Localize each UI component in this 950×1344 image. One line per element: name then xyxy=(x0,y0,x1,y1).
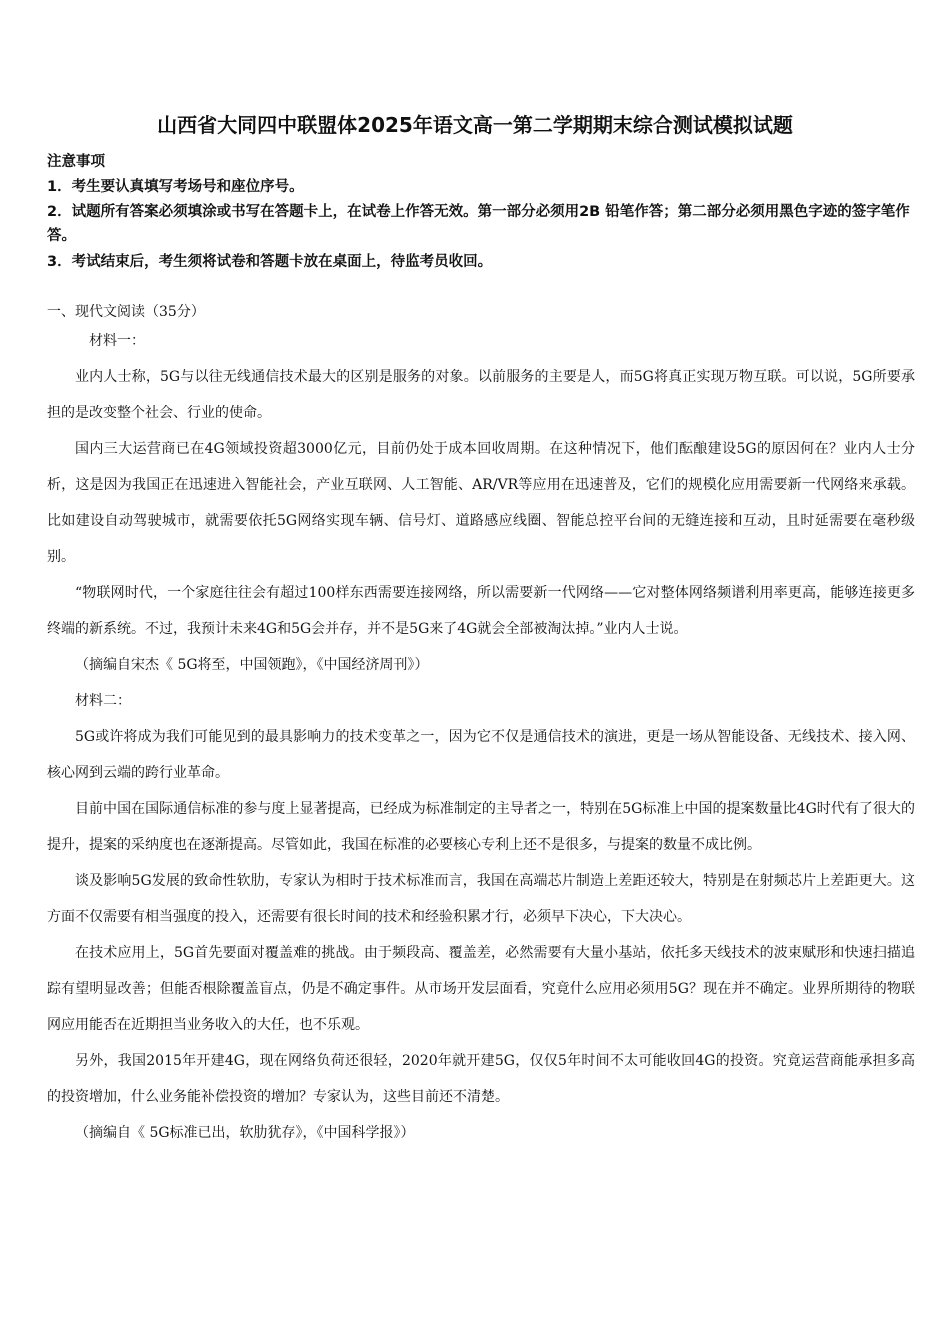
material1-label: 材料一： xyxy=(89,333,145,349)
notice-heading: 注意事项 xyxy=(47,154,105,170)
section-heading: 一、现代文阅读（35分） xyxy=(47,304,205,320)
material2-paragraph: 5G或许将成为我们可能见到的最具影响力的技术变革之一，因为它不仅是通信技术的演进，更是一场从智能设备、无线技术、接入网、核心网到云端的跨行业革命。 xyxy=(47,729,915,781)
notice-item-2: 2．试题所有答案必须填涂或书写在答题卡上，在试卷上作答无效。第一部分必须用2B 铅笔作答；第二部分必须用黑色字迹的签字笔作答。 xyxy=(47,204,910,244)
material1-paragraph: 国内三大运营商已在4G领域投资超3000亿元，目前仍处于成本回收周期。在这种情况下，他们酝酿建设5G的原因何在？业内人士分析，这是因为我国正在迅速进入智能社会，产业互联网、人工智能、AR/VR等应用在迅速普及，它们的规模化应用需要新一代网络来承载。比如建设自动驾驶城市，就需要依托5G网络实现车辆、信号灯、道路感应线圈、智能总控平台间的无缝连接和互动，且时延需要在毫秒级别。 xyxy=(47,441,915,565)
material2-paragraph: 目前中国在国际通信标准的参与度上显著提高，已经成为标准制定的主导者之一，特别在5G标准上中国的提案数量比4G时代有了很大的提升，提案的采纳度也在逐渐提高。尽管如此，我国在标准的必要核心专利上还不是很多，与提案的数量不成比例。 xyxy=(47,801,915,853)
material2-source: （摘编自《 5G标准已出，软肋犹存》，《中国科学报》） xyxy=(75,1125,415,1141)
material1-source: （摘编自宋杰《 5G将至，中国领跑》，《中国经济周刊》） xyxy=(75,657,429,673)
notice-item-3: 3．考试结束后，考生须将试卷和答题卡放在桌面上，待监考员收回。 xyxy=(47,254,493,270)
material1-paragraph: 业内人士称，5G与以往无线通信技术最大的区别是服务的对象。以前服务的主要是人，而5G将真正实现万物互联。可以说，5G所要承担的是改变整个社会、行业的使命。 xyxy=(47,369,915,421)
material2-paragraph: 另外，我国2015年开建4G，现在网络负荷还很轻，2020年就开建5G，仅仅5年时间不太可能收回4G的投资。究竟运营商能承担多高的投资增加，什么业务能补偿投资的增加？专家认为，这些目前还不清楚。 xyxy=(47,1053,915,1105)
material2-paragraph: 谈及影响5G发展的致命性软肋，专家认为相时于技术标准而言，我国在高端芯片制造上差距还较大，特别是在射频芯片上差距更大。这方面不仅需要有相当强度的投入，还需要有很长时间的技术和经验积累才行，必须早下决心，下大决心。 xyxy=(47,873,915,925)
material2-paragraph: 在技术应用上，5G首先要面对覆盖难的挑战。由于频段高、覆盖差，必然需要有大量小基站，依托多天线技术的波束赋形和快速扫描追踪有望明显改善；但能否根除覆盖盲点，仍是不确定事件。从市场开发层面看，究竟什么应用必须用5G？现在并不确定。业界所期待的物联网应用能否在近期担当业务收入的大任，也不乐观。 xyxy=(47,945,915,1033)
material2-label: 材料二： xyxy=(75,693,131,709)
material1-paragraph: “物联网时代，一个家庭往往会有超过100样东西需要连接网络，所以需要新一代网络——它对整体网络频谱利用率更高，能够连接更多终端的新系统。不过，我预计未来4G和5G会并存，并不是5G来了4G就会全部被淘汰掉。”业内人士说。 xyxy=(47,585,915,637)
notice-item-1: 1．考生要认真填写考场号和座位序号。 xyxy=(47,179,304,195)
exam-title: 山西省大同四中联盟体2025年语文高一第二学期期末综合测试模拟试题 xyxy=(157,113,793,137)
reading-passage xyxy=(47,323,915,1151)
